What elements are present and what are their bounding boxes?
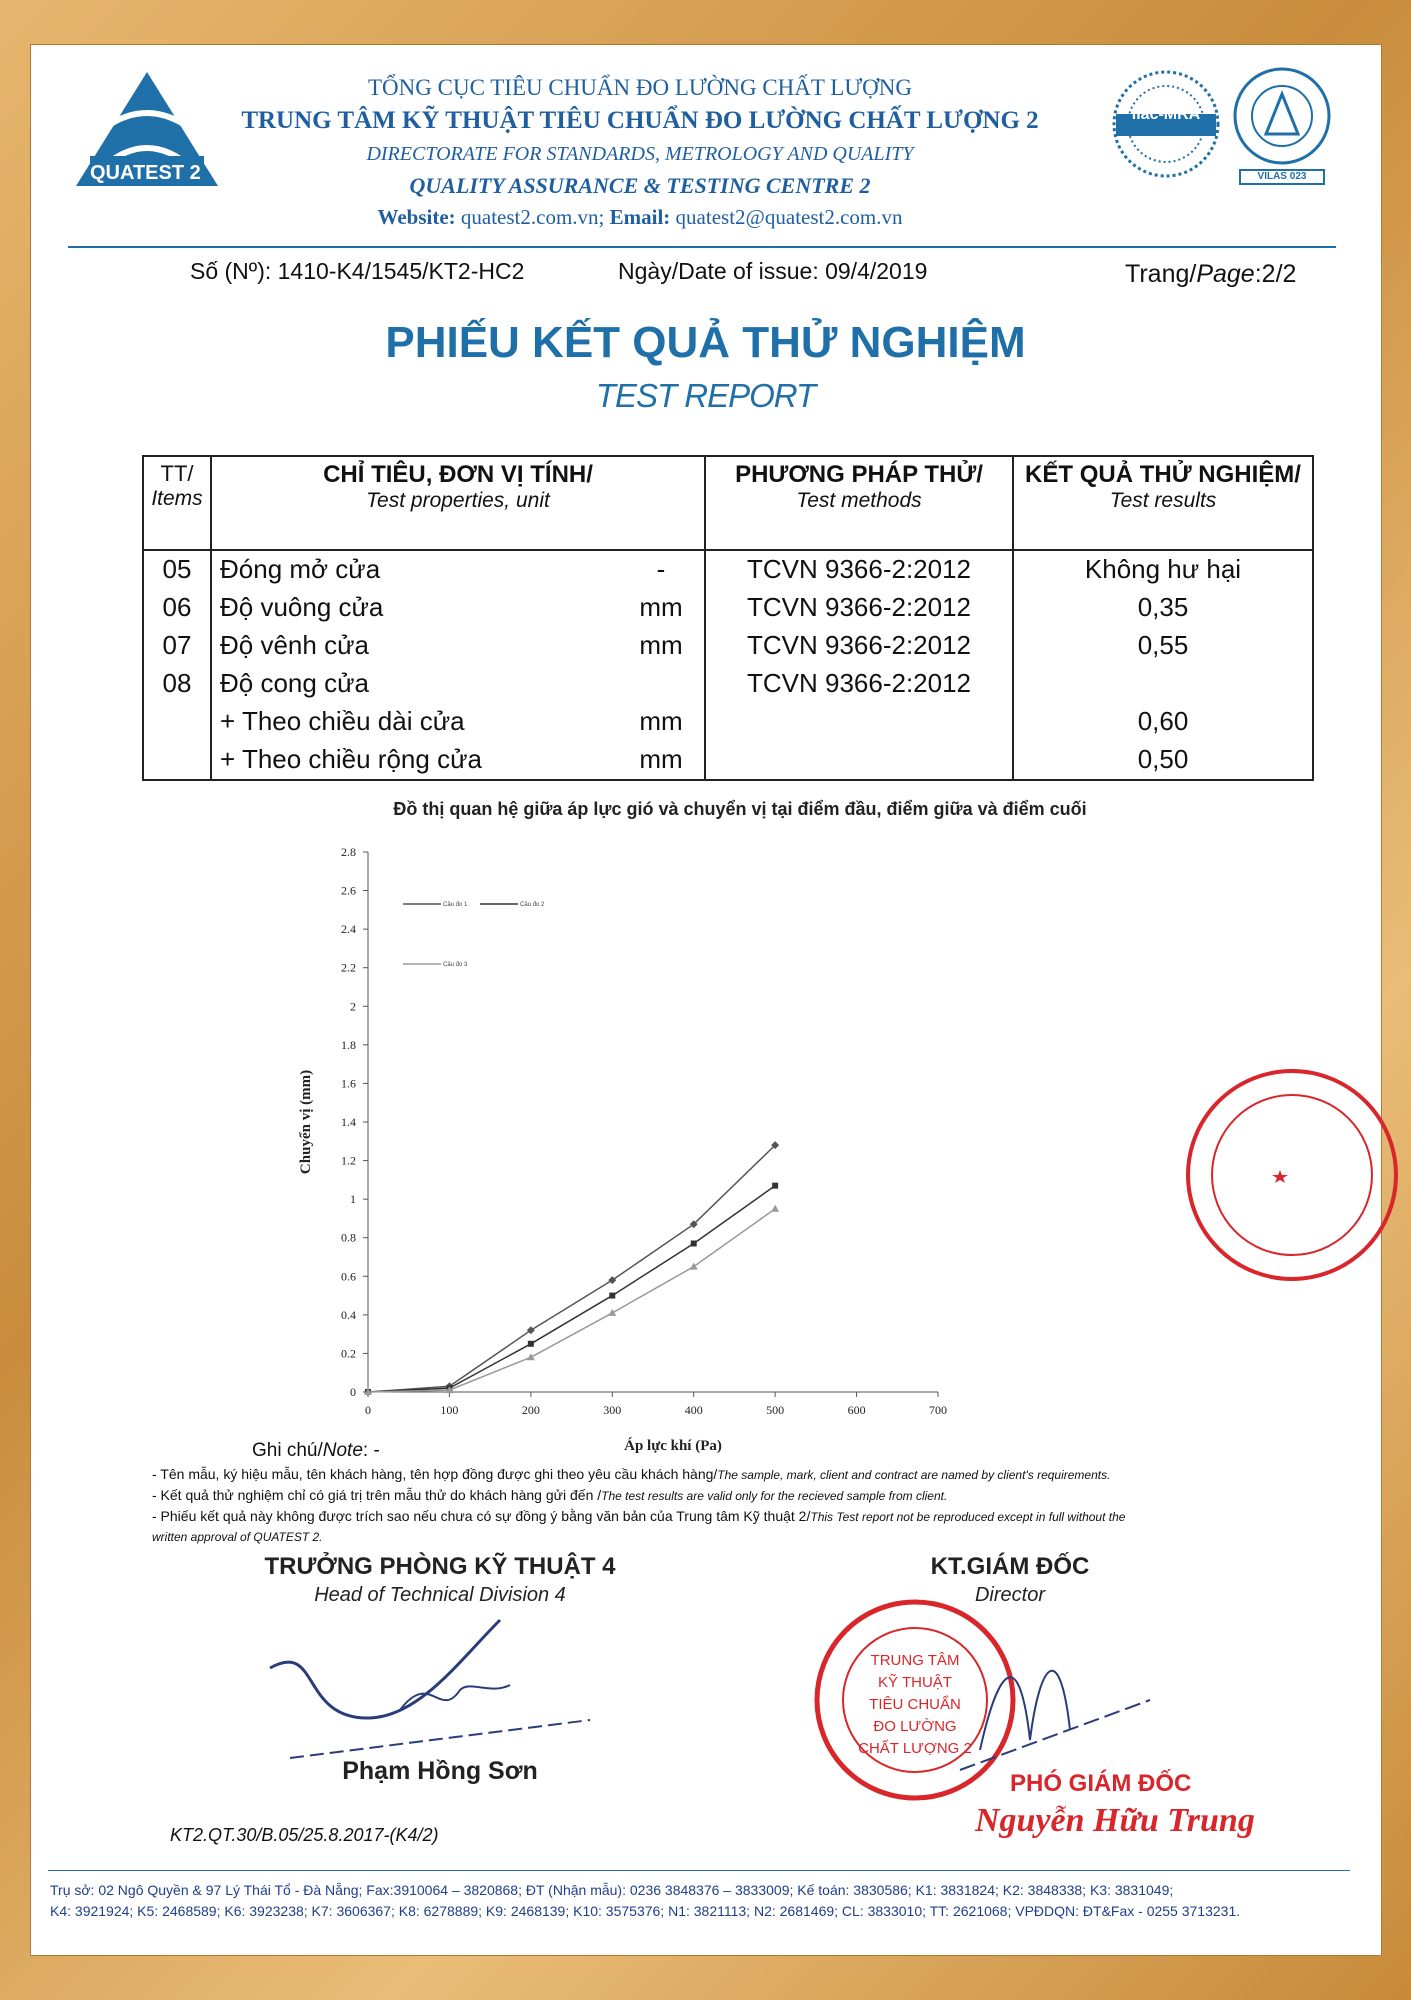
svg-text:CHẤT LƯỢNG 2: CHẤT LƯỢNG 2	[858, 1740, 972, 1757]
right-sign-title-en: Director	[974, 1584, 1045, 1606]
x-tick-label: 100	[440, 1403, 459, 1417]
side-stamp	[1180, 1065, 1300, 1285]
note-3: - Phiếu kết quả này không được trích sao nếu chưa có sự đồng ý bằng văn bản của Trung tâm Kỹ thuật 2/This Test report not be reproduced except in full without the	[152, 1508, 1126, 1524]
results-table	[142, 455, 1314, 781]
ilac-text: ilac-MRA	[1131, 106, 1201, 123]
right-sign-title: KT.GIÁM ĐỐC	[930, 1553, 1090, 1580]
logo-text: QUATEST 2	[90, 162, 201, 184]
cell-method: TCVN 9366-2:2012	[705, 665, 1013, 703]
cell-item-no: 07	[143, 627, 211, 665]
y-tick-label: 0.4	[341, 1307, 356, 1322]
email-label: Email:	[609, 205, 671, 229]
form-code: KT2.QT.30/B.05/25.8.2017-(K4/2)	[170, 1825, 439, 1845]
cell-unit: mm	[639, 744, 683, 774]
right-signer-role: PHÓ GIÁM ĐỐC	[1010, 1770, 1192, 1797]
data-point	[690, 1263, 698, 1270]
data-point	[691, 1241, 697, 1247]
left-sign-title: TRƯỞNG PHÒNG KỸ THUẬT 4	[264, 1553, 616, 1580]
note-2: - Kết quả thử nghiệm chỉ có giá trị trên mẫu thử do khách hàng gửi đến /The test results are valid only for the recieved sample from client.	[152, 1487, 948, 1503]
series-line-1	[368, 1145, 775, 1392]
table-row	[143, 589, 1313, 627]
data-point	[771, 1205, 779, 1212]
cell-result: Không hư hại	[1013, 550, 1313, 589]
x-tick-label: 0	[365, 1403, 371, 1417]
note-label: Ghi chú/Note: -	[252, 1440, 380, 1461]
footer-line-2: K4: 3921924; K5: 2468589; K6: 3923238; K7: 3606367; K8: 6278889; K9: 2468139; K10: 3575376; N1: 3821113; N2: 2681469; CL: 3833010; TT: 2621068; VPĐDQN: ĐT&Fax - 0255 3713231.	[50, 1903, 1241, 1919]
cell-property	[211, 627, 705, 665]
y-axis-label: Chuyển vị (mm)	[298, 1069, 314, 1175]
left-signer-name: Phạm Hồng Sơn	[342, 1757, 538, 1785]
left-signature	[260, 1600, 600, 1770]
email-link[interactable]: quatest2@quatest2.com.vn	[675, 205, 903, 229]
svg-text:ĐO LƯỜNG: ĐO LƯỜNG	[873, 1718, 957, 1735]
issue-date: Ngày/Date of issue: 09/4/2019	[618, 258, 928, 284]
cell-property-name: Độ vênh cửa	[220, 630, 369, 660]
y-tick-label: 0.6	[341, 1269, 356, 1284]
ilac-mra-logo	[1110, 68, 1222, 180]
series-line-2	[368, 1186, 775, 1392]
table-row	[143, 627, 1313, 665]
cell-property-name: + Theo chiều dài cửa	[220, 706, 465, 736]
legend-label: Cầu đo 2	[520, 902, 545, 908]
website-label: Website:	[377, 205, 456, 229]
footer-divider	[48, 1870, 1350, 1871]
y-tick-label: 2.8	[341, 845, 356, 859]
y-tick-label: 0.2	[341, 1346, 356, 1361]
svg-text:TIÊU CHUẨN: TIÊU CHUẨN	[869, 1696, 961, 1713]
org-line-1: TỔNG CỤC TIÊU CHUẨN ĐO LƯỜNG CHẤT LƯỢNG	[367, 75, 912, 100]
cell-result	[1013, 665, 1313, 703]
y-tick-label: 2	[350, 999, 356, 1014]
right-signer-name: Nguyễn Hữu Trung	[975, 1802, 1255, 1839]
x-tick-label: 400	[684, 1403, 703, 1417]
cell-result: 0,35	[1013, 589, 1313, 627]
x-tick-label: 600	[847, 1403, 866, 1417]
cell-method	[705, 741, 1013, 780]
cell-item-no: 06	[143, 589, 211, 627]
header-methods: PHƯƠNG PHÁP THỬ/ Test methods	[705, 456, 1013, 550]
x-tick-label: 500	[766, 1403, 785, 1417]
cell-method	[705, 703, 1013, 741]
legend-label: Cầu đo 3	[443, 962, 468, 968]
data-point	[608, 1309, 616, 1316]
x-tick-label: 300	[603, 1403, 622, 1417]
footer-line-1: Trụ sở: 02 Ngô Quyền & 97 Lý Thái Tổ - Đà Nẵng; Fax:3910064 – 3820868; ĐT (Nhận mẫu): 0236 3848376 – 3833009; Kế toán: 3830586; K1: 3831824; K2: 3848338; K3: 3831049;	[50, 1882, 1174, 1898]
x-tick-label: 200	[521, 1403, 540, 1417]
legend-label: Cầu đo 1	[443, 902, 468, 908]
table-header-row	[143, 456, 1313, 550]
displacement-chart	[290, 840, 1120, 1454]
org-line-4: QUALITY ASSURANCE & TESTING CENTRE 2	[409, 173, 871, 198]
y-tick-label: 2.2	[341, 960, 356, 975]
y-tick-label: 2.4	[341, 922, 356, 937]
table-row	[143, 550, 1313, 589]
header-items: TT/ Items	[143, 456, 211, 550]
y-tick-label: 1.8	[341, 1037, 356, 1052]
header-divider	[68, 246, 1336, 248]
cell-property	[211, 550, 705, 589]
cell-unit: mm	[639, 592, 683, 622]
table-row	[143, 741, 1313, 780]
cell-result: 0,55	[1013, 627, 1313, 665]
vilas-code: VILAS 023	[1257, 171, 1307, 182]
org-line-2: TRUNG TÂM KỸ THUẬT TIÊU CHUẨN ĐO LƯỜNG CHẤT LƯỢNG 2	[241, 107, 1039, 134]
org-line-3: DIRECTORATE FOR STANDARDS, METROLOGY AND QUALITY	[366, 143, 914, 165]
data-point	[528, 1341, 534, 1347]
cell-method: TCVN 9366-2:2012	[705, 627, 1013, 665]
cell-unit: mm	[639, 706, 683, 736]
y-tick-label: 1.2	[341, 1153, 356, 1168]
cell-method: TCVN 9366-2:2012	[705, 589, 1013, 627]
x-tick-label: 700	[929, 1403, 947, 1417]
data-point	[609, 1293, 615, 1299]
cell-property	[211, 589, 705, 627]
cell-item-no: 08	[143, 665, 211, 703]
cell-result: 0,50	[1013, 741, 1313, 780]
table-row	[143, 703, 1313, 741]
cell-property-name: + Theo chiều rộng cửa	[220, 744, 482, 774]
cell-property	[211, 741, 705, 780]
cell-unit: -	[656, 554, 666, 584]
cell-result: 0,60	[1013, 703, 1313, 741]
report-title-vn: PHIẾU KẾT QUẢ THỬ NGHIỆM	[385, 318, 1026, 367]
page-number: Trang/Page:2/2	[1125, 260, 1297, 288]
cell-property-name: Độ cong cửa	[220, 668, 369, 698]
header-results: KẾT QUẢ THỬ NGHIỆM/ Test results	[1013, 456, 1313, 550]
y-tick-label: 0	[350, 1385, 356, 1399]
data-point	[527, 1353, 535, 1360]
report-title-en: TEST REPORT	[595, 377, 816, 414]
org-contact	[240, 205, 1040, 230]
header-properties: CHỈ TIÊU, ĐƠN VỊ TÍNH/ Test properties, unit	[211, 456, 705, 550]
table-row	[143, 665, 1313, 703]
cell-property	[211, 703, 705, 741]
cell-property-name: Đóng mở cửa	[220, 554, 381, 584]
y-tick-label: 1.4	[341, 1115, 356, 1129]
cell-item-no: 05	[143, 550, 211, 589]
right-signature	[960, 1620, 1160, 1780]
svg-text:TRUNG TÂM: TRUNG TÂM	[870, 1652, 960, 1669]
y-tick-label: 2.6	[341, 883, 356, 898]
note-3-cont: written approval of QUATEST 2.	[152, 1530, 323, 1544]
svg-text:KỸ THUẬT: KỸ THUẬT	[878, 1674, 952, 1691]
cell-property-name: Độ vuông cửa	[220, 592, 384, 622]
data-point	[772, 1183, 778, 1189]
cell-item-no	[143, 741, 211, 780]
cell-unit: mm	[639, 630, 683, 660]
note-1: - Tên mẫu, ký hiệu mẫu, tên khách hàng, tên hợp đồng được ghi theo yêu cầu khách hàng/The sample, mark, client and contract are named by client's requirements.	[152, 1466, 1111, 1482]
left-sign-title-en: Head of Technical Division 4	[314, 1584, 566, 1606]
y-tick-label: 1	[350, 1192, 356, 1207]
x-axis-label: Áp lực khí (Pa)	[624, 1438, 722, 1454]
y-tick-label: 1.6	[341, 1076, 356, 1091]
y-tick-label: 0.8	[341, 1230, 356, 1245]
chart-title: Đồ thị quan hệ giữa áp lực gió và chuyển vị tại điểm đầu, điểm giữa và điểm cuối	[393, 799, 1087, 819]
website-link[interactable]: quatest2.com.vn;	[460, 205, 605, 229]
cell-property	[211, 665, 705, 703]
boa-logo	[1232, 66, 1332, 186]
cell-item-no	[143, 703, 211, 741]
cell-method: TCVN 9366-2:2012	[705, 550, 1013, 589]
series-line-3	[368, 1209, 775, 1392]
report-number: Số (Nº): 1410-K4/1545/KT2-HC2	[190, 258, 525, 284]
